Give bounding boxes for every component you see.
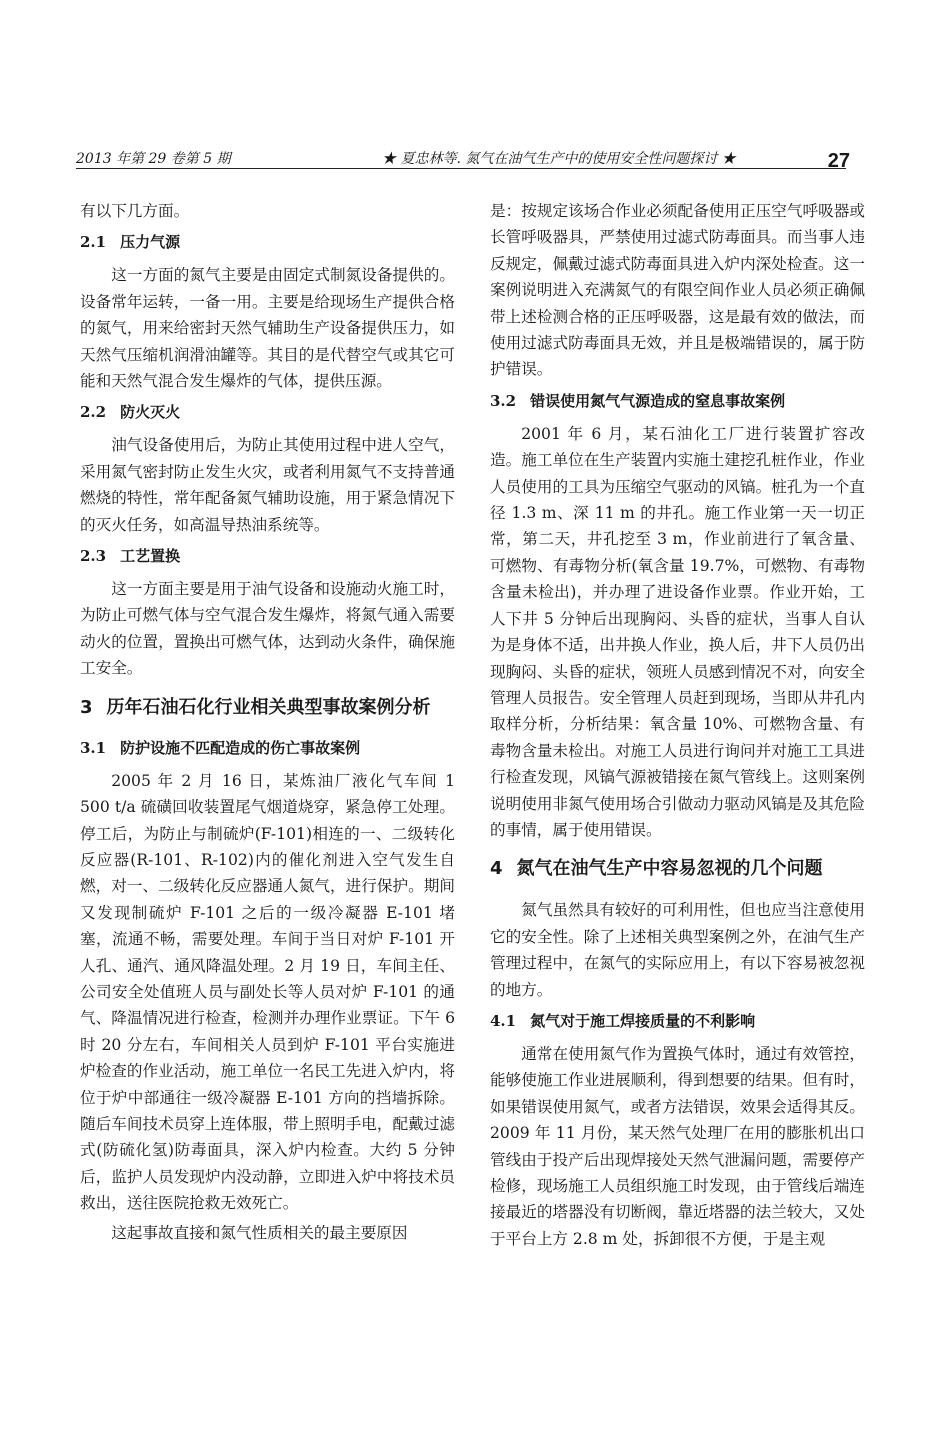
running-title: ★ 夏忠林等. 氮气在油气生产中的使用安全性问题探讨 ★	[382, 151, 736, 167]
section-title: 工艺置换	[120, 547, 181, 566]
header-rule	[76, 168, 846, 169]
section-title: 氮气在油气生产中容易忽视的几个问题	[516, 858, 823, 880]
paragraph: 这一方面的氮气主要是由固定式制氮设备提供的。设备常年运转，一备一用。主要是给现场生产提供合格的氮气，用来给密封天然气辅助生产设备提供压力，如天然气压缩机润滑油罐等。其目的是代替空气或其它可能和天然气混合发生爆炸的气体，提供压源。	[80, 266, 455, 391]
section-number: 2.2	[80, 403, 107, 422]
paragraph: 氮气虽然具有较好的可利用性，但也应当注意使用它的安全性。除了上述相关典型案例之外，在油气生产管理过程中，在氮气的实际应用上，有以下容易被忽视的地方。	[490, 901, 865, 999]
section-number: 3.1	[80, 738, 107, 757]
section-heading-4-1	[490, 1009, 865, 1033]
section-heading-2-1	[80, 230, 455, 254]
section-title: 防火灭火	[120, 403, 181, 422]
section-number: 3	[80, 696, 93, 718]
section-number: 4	[490, 858, 503, 880]
section-number: 4.1	[490, 1011, 517, 1030]
section-title: 错误使用氮气气源造成的窒息事故案例	[530, 391, 786, 410]
section-number: 3.2	[490, 391, 517, 410]
section-title: 历年石油石化行业相关典型事故案例分析	[106, 696, 431, 718]
section-number: 2.1	[80, 233, 107, 252]
paragraph: 是：按规定该场合作业必须配备使用正压空气呼吸器或长管呼吸器具，严禁使用过滤式防毒面具。而当事人违反规定，佩戴过滤式防毒面具进入炉内深处检查。这一案例说明进入充满氮气的有限空间作业人员必须正确佩带上述检测合格的正压呼吸器，这是最有效的做法，而使用过滤式防毒面具无效，并且是极端错误的，属于防护错误。	[490, 202, 865, 379]
left-column	[80, 198, 455, 1249]
section-heading-3-2	[490, 389, 865, 413]
section-title: 氮气对于施工焊接质量的不利影响	[530, 1011, 756, 1030]
page-number: 27	[827, 150, 850, 172]
section-heading-2-3	[80, 544, 455, 568]
paragraph: 通常在使用氮气作为置换气体时，通过有效管控，能够使施工作业进展顺利，得到想要的结果。但有时，如果错误使用氮气，或者方法错误，效果会适得其反。2009 年 11 月份，某天然气处理厂在用的膨胀机出口管线由于投产后出现焊接处天然气泄漏问题，需要停产检修，现场施工人员组织施工时发现，由于管线后端连接最近的塔器没有切断阀，靠近塔器的法兰较大，又处于平台上方 2.8 m 处，拆卸很不方便，于是主观	[490, 1044, 865, 1248]
paragraph: 2005 年 2 月 16 日，某炼油厂液化气车间 1 500 t/a 硫磺回收装置尾气烟道烧穿，紧急停工处理。停工后，为防止与制硫炉(F-101)相连的一、二级转化反应器(R-101、R-102)内的催化剂进入空气发生自燃，对一、二级转化反应器通人氮气，进行保护。期间又发现制硫炉 F-101 之后的一级冷凝器 E-101 堵塞，流通不畅，需要处理。车间于当日对炉 F-101 开人孔、通汽、通风降温处理。2 月 19 日，车间主任、公司安全处值班人员与副处长等人员对炉 F-101 的通气、降温情况进行检查，检测并办理作业票证。下午 6 时 20 分左右，车间相关人员到炉 F-101 平台实施进炉检查的作业活动，施工单位一名民工先进入炉内，将位于炉中部通往一级冷凝器 E-101 方向的挡墙拆除。随后车间技术员穿上连体服，带上照明手电，配戴过滤式(防硫化氢)防毒面具，深入炉内检查。大约 5 分钟后，监护人员发现炉内没动静，立即进入炉中将技术员救出，送往医院抢救无效死亡。	[80, 771, 455, 1213]
section-heading-3-1	[80, 736, 455, 760]
journal-issue: 2013 年第 29 卷第 5 期	[76, 151, 231, 167]
paragraph: 这起事故直接和氮气性质相关的最主要原因	[111, 1223, 408, 1242]
right-column	[490, 198, 865, 1255]
paragraph: 油气设备使用后，为防止其使用过程中进人空气，采用氮气密封防止发生火灾，或者利用氮气不支持普通燃烧的特性，常年配备氮气辅助设施，用于紧急情况下的灭火任务，如高温导热油系统等。	[80, 436, 455, 534]
paragraph: 这一方面主要是用于油气设备和设施动火施工时，为防止可燃气体与空气混合发生爆炸，将氮气通入需要动火的位置，置换出可燃气体，达到动火条件，确保施工安全。	[80, 580, 455, 678]
section-heading-2-2	[80, 400, 455, 424]
section-heading-3	[80, 694, 455, 722]
section-title: 防护设施不匹配造成的伤亡事故案例	[120, 738, 361, 757]
paragraph: 2001 年 6 月，某石油化工厂进行装置扩容改造。施工单位在生产装置内实施土建挖孔桩作业，作业人员使用的工具为压缩空气驱动的风镐。桩孔为一个直径 1.3 m、深 11 m 的井孔。施工作业第一天一切正常，第二天，井孔挖至 3 m，作业前进行了氧含量、可燃物、有毒物分析(氧含量 19.7%，可燃物、有毒物含量未检出)，并办理了进设备作业票。作业开始，工人下井 5 分钟后出现胸闷、头昏的症状，当事人自认为是身体不适，出井换人作业，换人后，井下人员仍出现胸闷、头昏的症状，领班人员感到情况不对，向安全管理人员报告。安全管理人员赶到现场，当即从井孔内取样分析，分析结果：氧含量 10%、可燃物含量、有毒物含量未检出。对施工人员进行询问并对施工工具进行检查发现，风镐气源被错接在氮气管线上。这则案例说明使用非氮气使用场合引做动力驱动风镐是及其危险的事情，属于使用错误。	[490, 424, 865, 839]
section-number: 2.3	[80, 547, 107, 566]
section-title: 压力气源	[120, 233, 181, 252]
paragraph: 有以下几方面。	[80, 202, 190, 220]
section-heading-4	[490, 855, 865, 883]
running-header	[76, 140, 876, 174]
